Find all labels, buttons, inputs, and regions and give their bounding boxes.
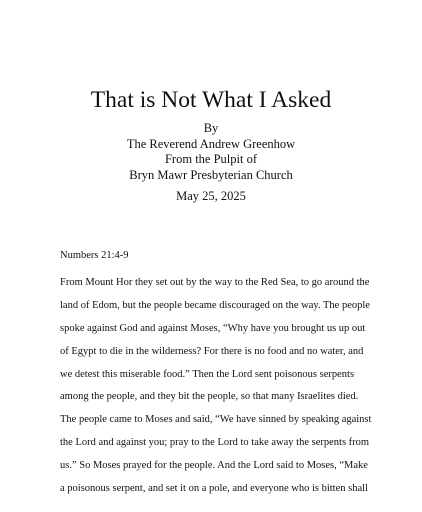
byline	[0, 121, 422, 183]
scripture-reference: Numbers 21:4-9	[60, 250, 129, 261]
passage-line: The people came to Moses and said, “We have sinned by speaking against	[60, 414, 372, 426]
passage-line: among the people, and they bit the people, so that many Israelites died.	[60, 391, 359, 403]
sermon-date: May 25, 2025	[176, 189, 246, 203]
passage-line: us.” So Moses prayed for the people. And the Lord said to Moses, “Make	[60, 460, 368, 472]
passage-line: of Egypt to die in the wilderness? For there is no food and no water, and	[60, 345, 364, 357]
byline-from: From the Pulpit of	[164, 152, 258, 166]
byline-by: By	[203, 121, 219, 135]
passage-line: a poisonous serpent, and set it on a pole, and everyone who is bitten shall	[60, 483, 368, 495]
passage-line: land of Edom, but the people became discouraged on the way. The people	[60, 299, 370, 311]
sermon-title: That is Not What I Asked	[90, 87, 332, 113]
byline-church: Bryn Mawr Presbyterian Church	[129, 167, 293, 182]
passage-line: From Mount Hor they set out by the way to the Red Sea, to go around the	[60, 277, 370, 288]
passage-line: the Lord and against you; pray to the Lord to take away the serpents from	[60, 437, 370, 449]
scripture-passage	[60, 276, 380, 505]
byline-author: The Reverend Andrew Greenhow	[126, 136, 296, 151]
passage-line: we detest this miserable food.” Then the Lord sent poisonous serpents	[60, 368, 355, 380]
passage-line: spoke against God and against Moses, “Why have you brought us up out	[60, 322, 366, 334]
